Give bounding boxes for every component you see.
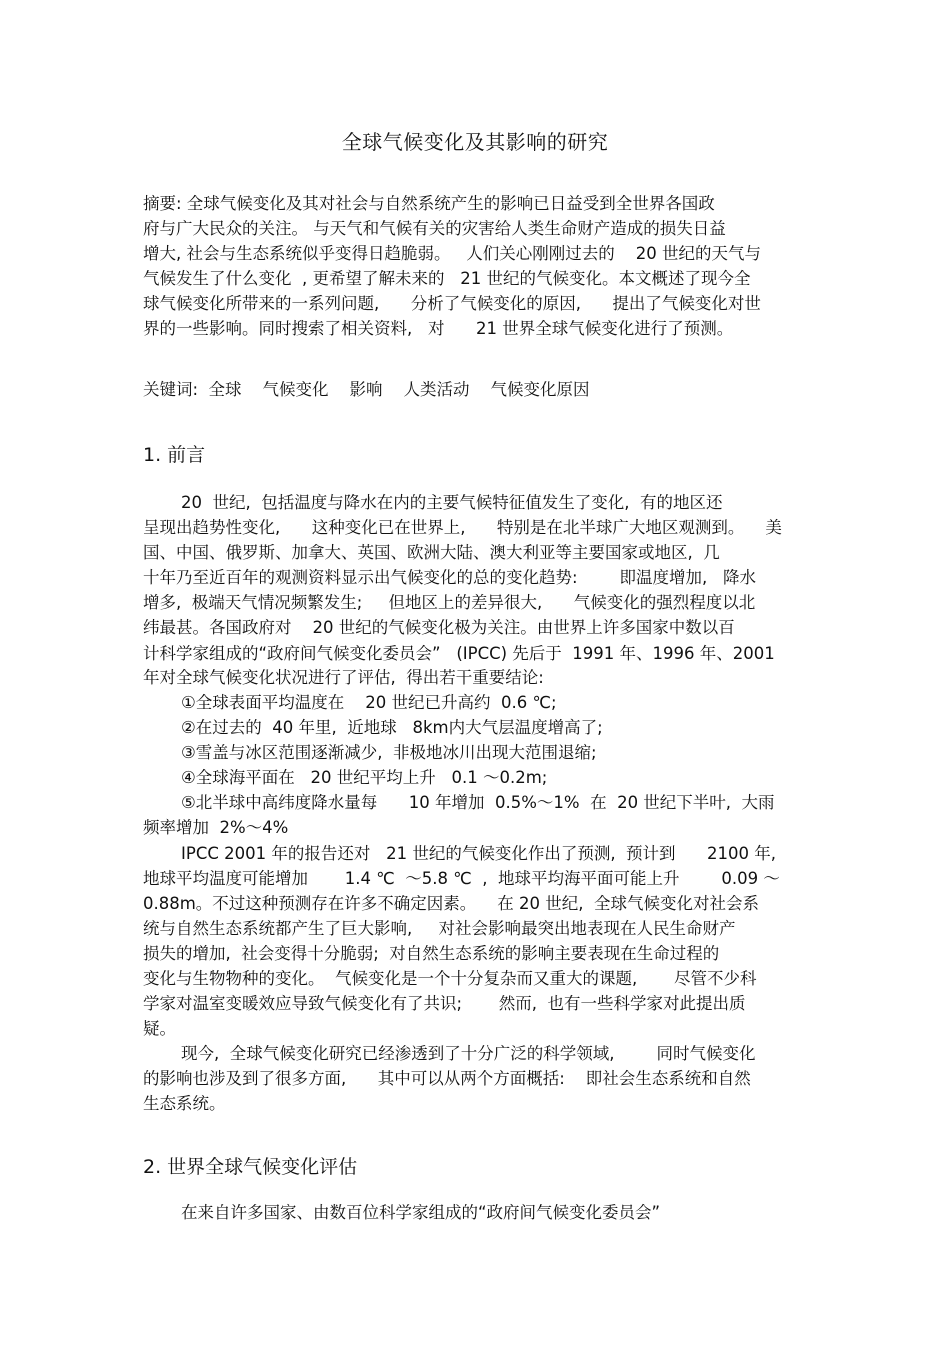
paragraph-line: 学家对温室变暖效应导致气候变化有了共识; 然而, 也有一些科学家对此提出质 — [143, 994, 746, 1013]
paragraph-line: 在来自许多国家、由数百位科学家组成的“政府间气候变化委员会” — [181, 1203, 661, 1222]
conclusion-item: ④全球海平面在 20 世纪平均上升 0.1 ～0.2m; — [181, 768, 548, 787]
paragraph-line: 现今, 全球气候变化研究已经渗透到了十分广泛的科学领域, 同时气候变化 — [181, 1044, 756, 1063]
conclusion-item: ①全球表面平均温度在 20 世纪已升高约 0.6 ℃; — [181, 693, 557, 712]
conclusion-item-continued: 频率增加 2%～4% — [143, 818, 289, 837]
paragraph-line: 呈现出趋势性变化, 这种变化已在世界上, 特别是在北半球广大地区观测到。 美 — [143, 518, 782, 537]
paragraph-line: 纬最甚。各国政府对 20 世纪的气候变化极为关注。由世界上许多国家中数以百 — [143, 618, 735, 637]
paragraph-line: 变化与生物物种的变化。 气候变化是一个十分复杂而又重大的课题, 尽管不少科 — [143, 969, 757, 988]
paragraph-line: 20 世纪, 包括温度与降水在内的主要气候特征值发生了变化, 有的地区还 — [181, 493, 723, 512]
paragraph-line: 年对全球气候变化状况进行了评估, 得出若干重要结论: — [143, 668, 544, 687]
paragraph-line: 损失的增加, 社会变得十分脆弱; 对自然生态系统的影响主要表现在生命过程的 — [143, 944, 720, 963]
paragraph-line: 0.88m。不过这种预测存在许多不确定因素。 在 20 世纪, 全球气候变化对社会系 — [143, 894, 760, 913]
paragraph-line: IPCC 2001 年的报告还对 21 世纪的气候变化作出了预测, 预计到 2100 年, — [181, 844, 776, 863]
paragraph-line: 的影响也涉及到了很多方面, 其中可以从两个方面概括: 即社会生态系统和自然 — [143, 1069, 751, 1088]
abstract-line: 摘要: 全球气候变化及其对社会与自然系统产生的影响已日益受到全世界各国政 — [143, 194, 715, 213]
keywords-line: 关键词: 全球 气候变化 影响 人类活动 气候变化原因 — [143, 380, 590, 399]
paragraph-line: 十年乃至近百年的观测资料显示出气候变化的总的变化趋势: 即温度增加, 降水 — [143, 568, 756, 587]
abstract-line: 增大, 社会与生态系统似乎变得日趋脆弱。 人们关心刚刚过去的 20 世纪的天气与 — [143, 244, 761, 263]
section-heading-assessment: 2. 世界全球气候变化评估 — [143, 1156, 358, 1178]
abstract-line: 气候发生了什么变化 , 更希望了解未来的 21 世纪的气候变化。本文概述了现今全 — [143, 269, 751, 288]
paragraph-line: 计科学家组成的“政府间气候变化委员会” (IPCC) 先后于 1991 年、1996 年、2001 — [143, 644, 775, 663]
conclusion-item: ③雪盖与冰区范围逐渐减少, 非极地冰川出现大范围退缩; — [181, 743, 597, 762]
paragraph-line: 疑。 — [143, 1019, 176, 1038]
paragraph-line: 统与自然生态系统都产生了巨大影响, 对社会影响最突出地表现在人民生命财产 — [143, 919, 736, 938]
conclusion-item: ⑤北半球中高纬度降水量每 10 年增加 0.5%～1% 在 20 世纪下半叶, 大雨 — [181, 793, 775, 812]
abstract-line: 府与广大民众的关注。 与天气和气候有关的灾害给人类生命财产造成的损失日益 — [143, 219, 726, 238]
abstract-line: 界的一些影响。同时搜索了相关资料, 对 21 世界全球气候变化进行了预测。 — [143, 319, 734, 338]
paragraph-line: 国、中国、俄罗斯、加拿大、英国、欧洲大陆、澳大利亚等主要国家或地区, 几 — [143, 543, 720, 562]
paragraph-line: 生态系统。 — [143, 1094, 226, 1113]
paragraph-line: 增多, 极端天气情况频繁发生; 但地区上的差异很大, 气候变化的强烈程度以北 — [143, 593, 756, 612]
conclusion-item: ②在过去的 40 年里, 近地球 8km内大气层温度增高了; — [181, 718, 603, 737]
document-title: 全球气候变化及其影响的研究 — [341, 130, 609, 154]
section-heading-intro: 1. 前言 — [143, 444, 206, 466]
abstract-line: 球气候变化所带来的一系列问题, 分析了气候变化的原因, 提出了气候变化对世 — [143, 294, 761, 313]
paragraph-line: 地球平均温度可能增加 1.4 ℃ ～5.8 ℃ , 地球平均海平面可能上升 0.09 ～ — [143, 869, 780, 888]
